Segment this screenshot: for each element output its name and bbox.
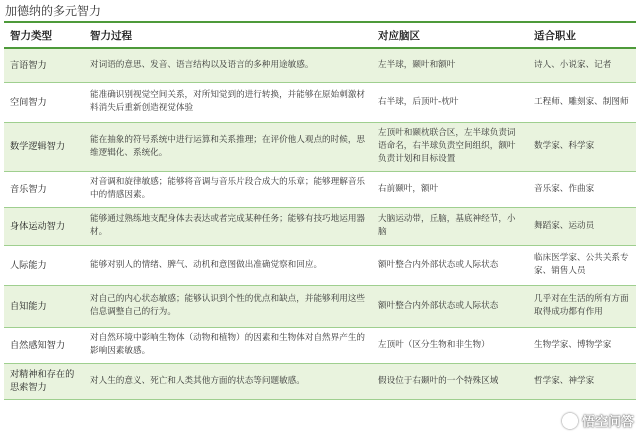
process-cell: 能够对别人的情绪、脾气、动机和意图做出准确觉察和回应。: [84, 245, 372, 285]
brain-cell: 假设位于右颞叶的一个特殊区域: [372, 363, 528, 399]
brain-cell: 额叶整合内外部状态或人际状态: [372, 245, 528, 285]
page-title: 加德纳的多元智力: [5, 4, 102, 18]
career-cell: 工程师、雕刻家、制图师: [528, 82, 636, 122]
process-cell: 对词语的意思、发音、语言结构以及语言的多种用途敏感。: [84, 48, 372, 82]
brain-cell: 左顶叶（区分生物和非生物）: [372, 327, 528, 363]
table-row: [4, 245, 636, 285]
brain-cell: 左半球，颞叶和额叶: [372, 48, 528, 82]
type-cell: 人际能力: [4, 245, 84, 285]
brain-cell: 左顶叶和颞枕联合区，左半球负责词语命名，右半球负责空间组织，额叶负责计划和目标设置: [372, 122, 528, 171]
watermark: [562, 411, 634, 430]
type-cell: 自然感知智力: [4, 327, 84, 363]
career-cell: 诗人、小说家、记者: [528, 48, 636, 82]
table-row: [4, 171, 636, 207]
type-cell: 身体运动智力: [4, 207, 84, 245]
career-cell: 临床医学家、公共关系专家、销售人员: [528, 245, 636, 285]
career-cell: 音乐家、作曲家: [528, 171, 636, 207]
type-cell: 对精神和存在的思索智力: [4, 363, 84, 399]
header-type: 智力类型: [4, 22, 84, 48]
type-cell: 数学逻辑智力: [4, 122, 84, 171]
brain-cell: 大脑运动带，丘脑，基底神经节，小脑: [372, 207, 528, 245]
career-cell: 数学家、科学家: [528, 122, 636, 171]
career-cell: 哲学家、神学家: [528, 363, 636, 399]
process-cell: 对人生的意义、死亡和人类其他方面的状态等问题敏感。: [84, 363, 372, 399]
table-row: [4, 122, 636, 171]
process-cell: 对自然环境中影响生物体（动物和植物）的因素和生物体对自然界产生的影响因素敏感。: [84, 327, 372, 363]
table-row: [4, 82, 636, 122]
career-cell: 生物学家、博物学家: [528, 327, 636, 363]
process-cell: 能够通过熟练地支配身体去表达或者完成某种任务；能够有技巧地运用器材。: [84, 207, 372, 245]
table-row: [4, 327, 636, 363]
table-row: [4, 285, 636, 327]
process-cell: 对音调和旋律敏感；能够将音调与音乐片段合成大的乐章；能够理解音乐中的情感因素。: [84, 171, 372, 207]
process-cell: 能准确识别视觉空间关系，对所知觉到的进行转换，并能够在原始刺激材料消失后重新创造视觉体验: [84, 82, 372, 122]
table-row: [4, 207, 636, 245]
career-cell: 舞蹈家、运动员: [528, 207, 636, 245]
type-cell: 言语智力: [4, 48, 84, 82]
process-cell: 能在抽象的符号系统中进行运算和关系推理；在评价他人观点的时候，思维逻辑化、系统化。: [84, 122, 372, 171]
table-row: [4, 363, 636, 399]
brain-cell: 右前颞叶，额叶: [372, 171, 528, 207]
table-header-row: [4, 22, 636, 48]
brain-cell: 右半球，后顶叶-枕叶: [372, 82, 528, 122]
watermark-text: 悟空问答: [581, 415, 634, 430]
table-row: [4, 48, 636, 82]
type-cell: 空间智力: [4, 82, 84, 122]
brain-cell: 额叶整合内外部状态或人际状态: [372, 285, 528, 327]
type-cell: 音乐智力: [4, 171, 84, 207]
process-cell: 对自己的内心状态敏感；能够认识到个性的优点和缺点，并能够利用这些信息调整自己的行为。: [84, 285, 372, 327]
career-cell: 几乎对在生活的所有方面取得成功都有作用: [528, 285, 636, 327]
wukong-logo-icon: [562, 413, 578, 429]
intelligence-table: [4, 21, 636, 400]
header-career: 适合职业: [528, 22, 636, 48]
header-brain-area: 对应脑区: [372, 22, 528, 48]
header-process: 智力过程: [84, 22, 372, 48]
type-cell: 自知能力: [4, 285, 84, 327]
